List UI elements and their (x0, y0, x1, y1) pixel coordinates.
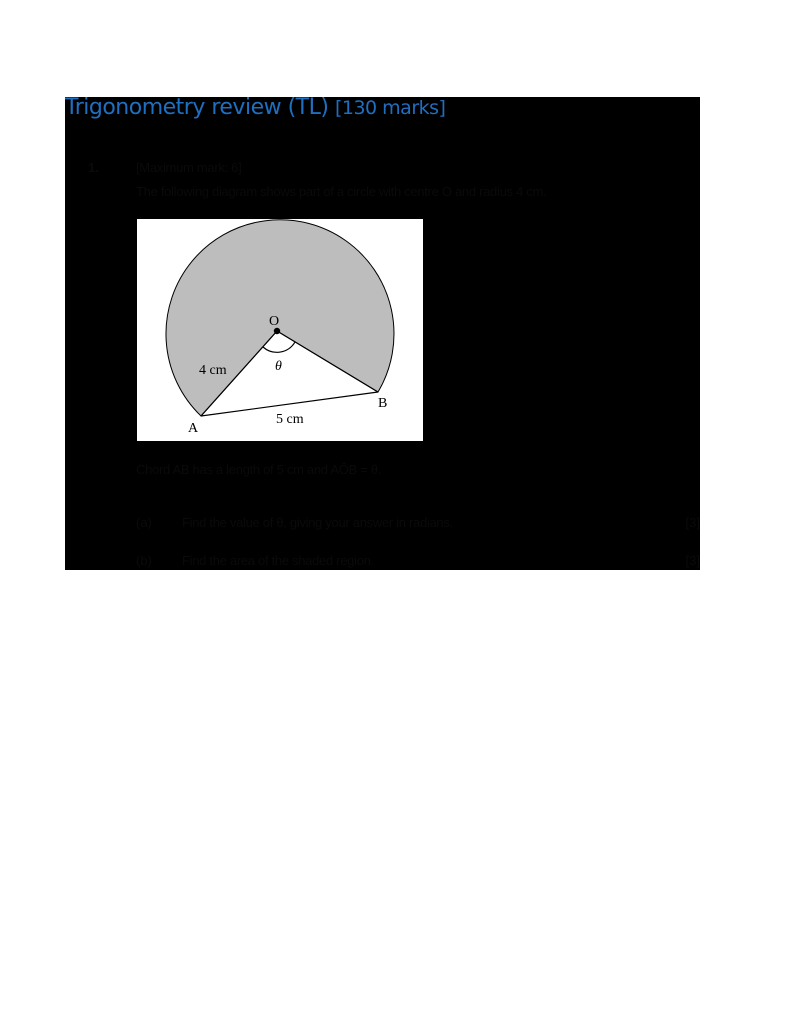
document-title (65, 95, 445, 120)
part-b-label: (b) (136, 553, 152, 568)
circle-diagram (137, 219, 423, 441)
circle-diagram-svg (137, 219, 423, 441)
question-block (65, 97, 700, 570)
question-description: The following diagram shows part of a circle with centre O and radius 4 cm. (136, 184, 547, 199)
shaded-major-sector (166, 220, 394, 416)
angle-theta-arc (263, 342, 295, 352)
question-max-mark: [Maximum mark: 6] (136, 160, 242, 175)
label-o: O (269, 314, 280, 329)
part-b-marks: [3] (685, 553, 700, 568)
title-marks: [130 marks] (334, 97, 446, 119)
part-a-text: Find the value of θ, giving your answer in radians. (182, 515, 453, 530)
title-text: Trigonometry review (TL) (65, 95, 329, 120)
part-b-text: Find the area of the shaded region. (182, 553, 374, 568)
part-a-label: (a) (136, 515, 152, 530)
chord-statement: Chord AB has a length of 5 cm and AÔB = θ. (136, 462, 382, 477)
label-radius: 4 cm (199, 363, 227, 378)
question-number: 1. (88, 160, 99, 175)
label-a: A (188, 421, 199, 436)
label-chord: 5 cm (276, 412, 304, 427)
part-a-marks: [3] (685, 515, 700, 530)
label-theta: θ (275, 359, 282, 374)
label-b: B (378, 396, 388, 411)
